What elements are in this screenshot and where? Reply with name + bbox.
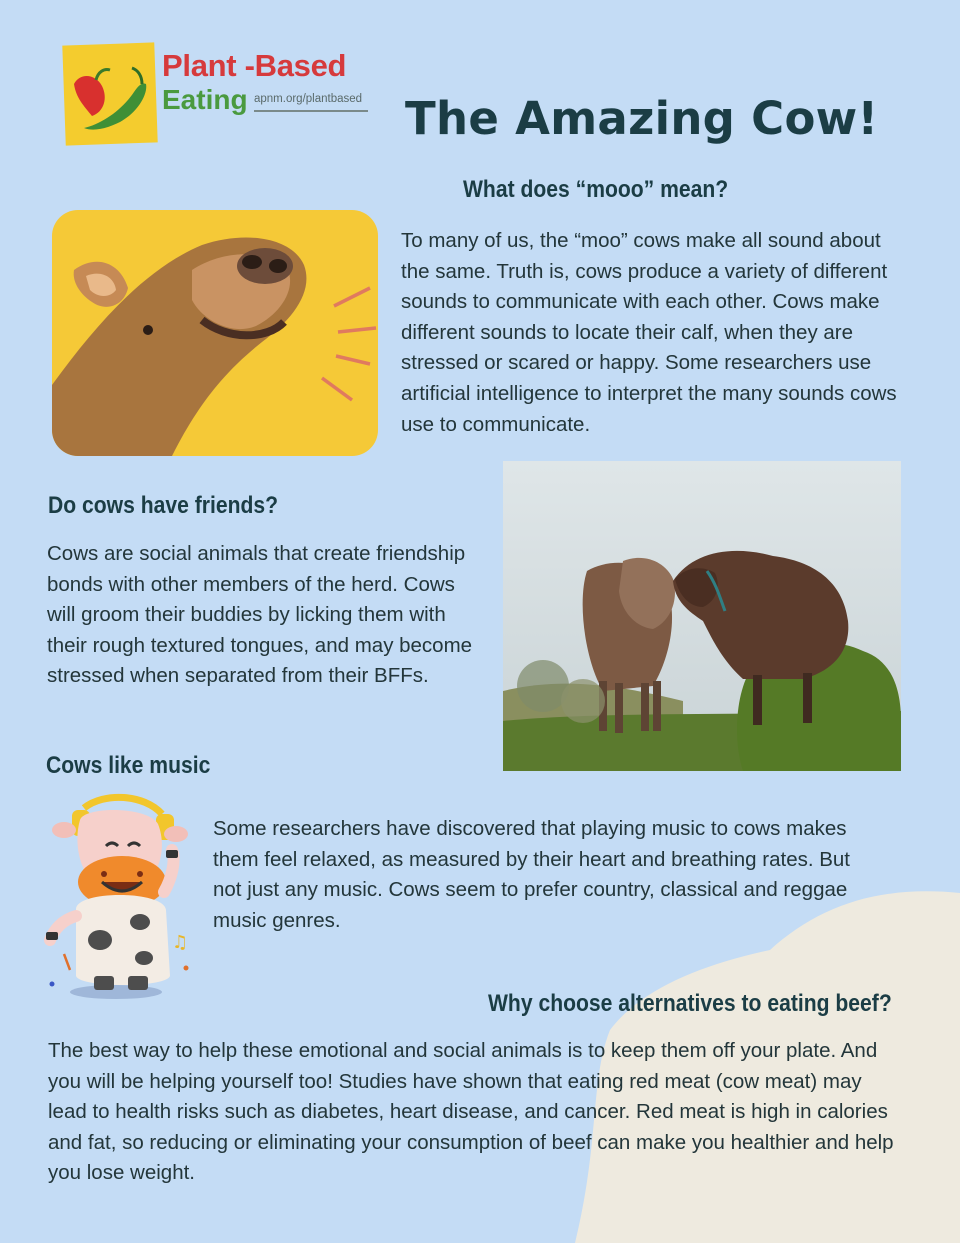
section-heading-friends: Do cows have friends? xyxy=(48,492,279,519)
section-heading-music: Cows like music xyxy=(46,752,211,779)
section-body-moo: To many of us, the “moo” cows make all sound about the same. Truth is, cows produce a variety of different sounds to communicate with each other. Cows make different sounds to locate their calf, when they are stressed or scared or happy. Some researchers use artificial intelligence to interpret the many sounds cows use to communicate. xyxy=(401,229,897,436)
section-heading-beef: Why choose alternatives to eating beef? xyxy=(488,990,892,1017)
logo-url[interactable]: apnm.org/plantbased xyxy=(254,93,363,105)
page-title: The Amazing Cow! xyxy=(405,92,879,145)
chili-pepper-icon xyxy=(68,54,154,134)
logo-subtitle: Eating xyxy=(162,84,248,115)
section-body-beef: The best way to help these emotional and social animals is to keep them off your plate. And you will be helping yourself too! Studies have shown that eating red meat (cow meat) may lead to health risks such as diabetes, heart disease, and cancer. Red meat is high in calories and fat, so reducing or eliminating your consumption of beef can make you healthier and help you lose weight. xyxy=(48,1039,894,1185)
logo[interactable] xyxy=(62,40,377,150)
svg-text:♫: ♫ xyxy=(172,932,189,953)
logo-underline xyxy=(254,110,368,112)
section-heading-moo: What does “mooo” mean? xyxy=(463,176,729,203)
logo-title: Plant -Based xyxy=(162,48,347,83)
mooing-cow-photo xyxy=(52,210,378,456)
section-body-music: Some researchers have discovered that playing music to cows makes them feel relaxed, as measured by their heart and breathing rates. But not just any music. Cows seem to prefer country, classical and reggae music genres. xyxy=(213,817,851,932)
cartoon-cow-headphones-icon xyxy=(44,790,194,1005)
section-body-friends: Cows are social animals that create friendship bonds with other members of the herd. Cows will groom their buddies by licking them with their rough textured tongues, and may become stressed when separated from their BFFs. xyxy=(47,542,473,688)
two-cows-nuzzling-photo xyxy=(503,461,901,771)
